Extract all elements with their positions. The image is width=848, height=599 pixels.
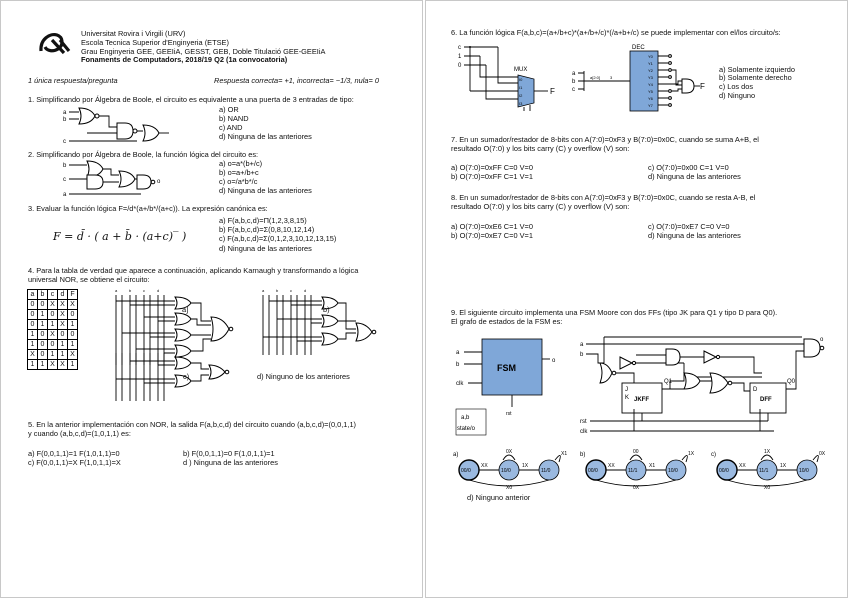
graph-a-e3: X1 bbox=[561, 451, 568, 457]
cell: 0 bbox=[28, 300, 38, 310]
q8-option-d[interactable]: d) Ninguna de las anteriores bbox=[648, 231, 741, 240]
cell: 0 bbox=[28, 320, 38, 330]
q1-circuit bbox=[61, 105, 171, 147]
cell: X bbox=[28, 350, 38, 360]
fsm-rst: rst bbox=[506, 411, 512, 417]
graph-c-e0: XX bbox=[739, 463, 746, 469]
q4-circuit-c bbox=[111, 353, 241, 405]
cell: 0 bbox=[68, 330, 78, 340]
bus-a: a bbox=[262, 288, 265, 293]
q5-option-a[interactable]: a) F(0,0,1,1)=1 F(1,0,1,1)=0 bbox=[28, 449, 120, 458]
q1-option-a[interactable]: a) OR bbox=[219, 105, 239, 114]
cell: X bbox=[58, 300, 68, 310]
graph-b-s1: 11/1 bbox=[628, 468, 638, 474]
cell: X bbox=[58, 320, 68, 330]
fsm-out-o: o bbox=[552, 358, 556, 364]
header-course: Fonaments de Computadors, 2018/19 Q2 (1a convocatoria) bbox=[81, 55, 288, 64]
q1-option-b[interactable]: b) NAND bbox=[219, 114, 249, 123]
th: c bbox=[48, 290, 58, 300]
q6-option-b[interactable]: b) Solamente derecho bbox=[719, 73, 792, 82]
cell: 0 bbox=[28, 310, 38, 320]
fsm-in-clk: clk bbox=[456, 381, 464, 387]
q2-circuit bbox=[61, 159, 171, 199]
header-university: Universitat Rovira i Virgili (URV) bbox=[81, 29, 186, 38]
mux-out-f: F bbox=[550, 87, 555, 96]
legend-inputs: a,b bbox=[461, 415, 470, 421]
dec-y2: Y2 bbox=[648, 68, 653, 73]
cell: 1 bbox=[68, 320, 78, 330]
dec-out-f: F bbox=[700, 82, 705, 91]
bus-a: a bbox=[115, 288, 118, 293]
q5-text-2: y cuando (a,b,c,d)=(1,0,1,1) es: bbox=[28, 429, 131, 438]
circ-in-a: a bbox=[580, 342, 584, 348]
q6-option-c[interactable]: c) Los dos bbox=[719, 82, 754, 91]
cell: 0 bbox=[38, 330, 48, 340]
q4-label-a[interactable]: a] bbox=[182, 305, 189, 314]
cell: 0 bbox=[38, 300, 48, 310]
cell: 1 bbox=[58, 350, 68, 360]
bus-b: b bbox=[276, 288, 279, 293]
q6-decoder-circuit bbox=[568, 41, 708, 113]
graph-b-s0: 00/0 bbox=[588, 468, 598, 474]
jk-j-pin: J bbox=[625, 387, 628, 393]
dec-in-a: a bbox=[572, 71, 576, 77]
q8-option-b[interactable]: b) O(7:0)=0xE7 C=0 V=1 bbox=[451, 231, 533, 240]
mux-in-c: c bbox=[458, 45, 461, 51]
q7-option-d[interactable]: d) Ninguna de las anteriores bbox=[648, 172, 741, 181]
q4-label-b[interactable]: b) bbox=[323, 305, 330, 314]
graph-b-e4: 0X bbox=[633, 485, 640, 490]
circ-out-o: o bbox=[820, 337, 824, 343]
q8-text-2: resultado O(7:0) y los bits carry (C) y overflow (V) son: bbox=[451, 202, 630, 211]
cell: 0 bbox=[38, 350, 48, 360]
q3-option-b[interactable]: b) F(a,b,c,d)=Σ(0,8,10,12,14) bbox=[219, 225, 315, 234]
graph-c-s2: 10/0 bbox=[799, 468, 809, 474]
q5-option-b[interactable]: b) F(0,0,1,1)=0 F(1,0,1,1)=1 bbox=[183, 449, 275, 458]
q4-label-d[interactable]: d) Ninguno de los anteriores bbox=[257, 372, 350, 381]
q2-out-o: o bbox=[157, 179, 161, 185]
q9-graph-b bbox=[578, 448, 700, 490]
q2-in-c: c bbox=[63, 177, 66, 183]
dec-y3: Y3 bbox=[648, 75, 653, 80]
q9-graph-c bbox=[709, 448, 831, 490]
q7-option-b[interactable]: b) O(7:0)=0xFF C=1 V=1 bbox=[451, 172, 533, 181]
graph-c-e1: 1X bbox=[764, 449, 771, 455]
graph-a-s1: 10/0 bbox=[501, 468, 511, 474]
mux-in-0: 0 bbox=[458, 63, 462, 69]
q1-text: 1. Simplificando por Álgebra de Boole, el circuito es equivalente a una puerta de 3 entradas de tipo: bbox=[28, 95, 354, 104]
cell: 0 bbox=[68, 310, 78, 320]
graph-a-e0: XX bbox=[481, 463, 488, 469]
q1-in-a: a bbox=[63, 110, 67, 116]
q7-text-1: 7. En un sumador/restador de 8-bits con A(7:0)=0xF3 y B(7:0)=0x0C, cuando se suma A+B, el bbox=[451, 135, 759, 144]
q6-option-d[interactable]: d) Ninguno bbox=[719, 91, 756, 100]
q2-option-d[interactable]: d) Ninguna de las anteriores bbox=[219, 186, 312, 195]
cell: 1 bbox=[38, 320, 48, 330]
graph-a-e1: 0X bbox=[506, 449, 513, 455]
graph-c-e4: X0 bbox=[764, 485, 771, 490]
cell: 0 bbox=[38, 340, 48, 350]
mux-pin-i3: I3 bbox=[519, 101, 523, 106]
q5-option-c[interactable]: c) F(0,0,1,1)=X F(1,0,1,1)=X bbox=[28, 458, 121, 467]
graph-c-e3: 0X bbox=[819, 451, 826, 457]
dec-in-b: b bbox=[572, 79, 576, 85]
q7-text-2: resultado O(7:0) y los bits carry (C) y overflow (V) son: bbox=[451, 144, 630, 153]
table-row bbox=[28, 330, 78, 340]
header-degree: Grau Enginyeria GEE, GEEIiA, GESST, GEB, Doble Titulació GEE-GEEIiA bbox=[81, 47, 326, 56]
graph-b-s2: 10/0 bbox=[668, 468, 678, 474]
bus-c: c bbox=[290, 288, 292, 293]
q1-option-c[interactable]: c) AND bbox=[219, 123, 243, 132]
dec-y4: Y4 bbox=[648, 82, 653, 87]
graph-c-label: c) bbox=[711, 452, 716, 458]
jk-k-pin: K bbox=[625, 395, 630, 401]
q1-in-c: c bbox=[63, 139, 66, 145]
q9-text-2: El grafo de estados de la FSM es: bbox=[451, 317, 563, 326]
graph-a-label: a) bbox=[453, 452, 459, 458]
cell: X bbox=[58, 360, 68, 370]
dec-bus-width: 3 bbox=[610, 75, 613, 80]
mux-pin-i2: I2 bbox=[519, 93, 523, 98]
d-ff-label: DFF bbox=[760, 397, 772, 403]
q2-option-b[interactable]: b) o=a+/b+c bbox=[219, 168, 259, 177]
q8-text-1: 8. En un sumador/restador de 8-bits con A(7:0)=0xF3 y B(7:0)=0x0C, cuando se resta A-B, el bbox=[451, 193, 756, 202]
dec-y6: Y6 bbox=[648, 96, 653, 101]
cell: X bbox=[58, 310, 68, 320]
dec-y5: Y5 bbox=[648, 89, 653, 94]
th: b bbox=[38, 290, 48, 300]
q3-option-c[interactable]: c) F(a,b,c,d)=Σ(0,1,2,3,10,12,13,15) bbox=[219, 234, 337, 243]
q7-option-c[interactable]: c) O(7:0)=0x00 C=1 V=0 bbox=[648, 163, 729, 172]
q6-option-a[interactable]: a) Solamente izquierdo bbox=[719, 65, 796, 74]
mux-pin-i1: I1 bbox=[519, 85, 523, 90]
q4-truth-table bbox=[27, 289, 78, 370]
q3-option-a[interactable]: a) F(a,b,c,d)=Π(1,2,3,8,15) bbox=[219, 216, 307, 225]
q2-option-c[interactable]: c) o=/a*b*/c bbox=[219, 177, 258, 186]
q9-option-d[interactable]: d) Ninguno anterior bbox=[467, 493, 531, 502]
graph-c-s1: 11/1 bbox=[759, 468, 769, 474]
graph-b-e0: XX bbox=[608, 463, 615, 469]
bus-d: d bbox=[304, 288, 307, 293]
q9-circuit bbox=[574, 333, 829, 439]
table-row bbox=[28, 340, 78, 350]
header-school: Escola Tecnica Superior d'Enginyeria (ETSE) bbox=[81, 38, 229, 47]
cell: 1 bbox=[48, 320, 58, 330]
th: F bbox=[68, 290, 78, 300]
jk-ff-label: JKFF bbox=[634, 397, 649, 403]
urv-logo bbox=[38, 31, 72, 55]
q2-in-b: b bbox=[63, 163, 67, 169]
d-q0-label: Q0 bbox=[787, 379, 796, 385]
dec-bus-label: a[2:0] bbox=[590, 75, 601, 80]
cell: 1 bbox=[48, 350, 58, 360]
mux-pin-i0: I0 bbox=[519, 77, 523, 82]
dec-label: DEC bbox=[632, 45, 645, 51]
fsm-in-b: b bbox=[456, 362, 460, 368]
cell: X bbox=[48, 330, 58, 340]
q4-text-1: 4. Para la tabla de verdad que aparece a continuación, aplicando Karnaugh y transformando a lógica bbox=[28, 266, 359, 275]
cell: X bbox=[48, 360, 58, 370]
exam-page-right bbox=[425, 0, 848, 598]
q9-text-1: 9. El siguiente circuito implementa una FSM Moore con dos FFs (tipo JK para Q1 y tipo D para Q0). bbox=[451, 308, 778, 317]
q6-text: 6. La función lógica F(a,b,c)=(a+/b+c)*(a+/b+/c)*(/a+b+/c) se puede implementar con el/los circuito/s: bbox=[451, 28, 781, 37]
rule-answer: 1 única respuesta/pregunta bbox=[28, 76, 118, 85]
table-row bbox=[28, 320, 78, 330]
q2-text: 2. Simplificando por Álgebra de Boole, la función lógica del circuito es: bbox=[28, 150, 259, 159]
legend-state: state/o bbox=[457, 426, 476, 432]
q4-text-2: universal NOR, se obtiene el circuito: bbox=[28, 275, 150, 284]
circ-in-b: b bbox=[580, 352, 584, 358]
q1-in-b: b bbox=[63, 117, 67, 123]
q9-graph-a bbox=[451, 448, 573, 490]
q4-circuit-b bbox=[258, 287, 383, 357]
cell: 1 bbox=[28, 340, 38, 350]
q9-fsm-block bbox=[454, 333, 564, 441]
d-pin: D bbox=[753, 387, 758, 393]
cell: 1 bbox=[68, 340, 78, 350]
cell: X bbox=[48, 300, 58, 310]
graph-b-e3: 1X bbox=[688, 451, 695, 457]
q5-text-1: 5. En la anterior implementación con NOR, la salida F(a,b,c,d) del circuito cuando (a,b,c,d)=(0,0,1,1) bbox=[28, 420, 357, 429]
rule-scoring: Respuesta correcta= +1, incorrecta= −1/3, nula= 0 bbox=[214, 76, 379, 85]
cell: 1 bbox=[58, 340, 68, 350]
dec-y7: Y7 bbox=[648, 103, 653, 108]
bus-b: b bbox=[129, 288, 132, 293]
fsm-label: FSM bbox=[497, 363, 516, 373]
cell: 1 bbox=[28, 360, 38, 370]
graph-c-e2: 1X bbox=[780, 463, 787, 469]
bus-c: c bbox=[143, 288, 145, 293]
bus-d: d bbox=[157, 288, 160, 293]
circ-clk: clk bbox=[580, 429, 588, 435]
cell: 1 bbox=[68, 360, 78, 370]
circ-rst: rst bbox=[580, 419, 587, 425]
q3-equation: F = d̄ · ( a + b̄ · (a+c)‾ ) bbox=[53, 230, 187, 243]
graph-a-s2: 11/0 bbox=[541, 468, 551, 474]
q8-option-a[interactable]: a) O(7:0)=0xE6 C=1 V=0 bbox=[451, 222, 533, 231]
fsm-in-a: a bbox=[456, 350, 460, 356]
graph-c-s0: 00/0 bbox=[719, 468, 729, 474]
cell: 1 bbox=[28, 330, 38, 340]
cell: 0 bbox=[48, 340, 58, 350]
table-row bbox=[28, 310, 78, 320]
graph-b-e2: X1 bbox=[649, 463, 656, 469]
dec-in-c: c bbox=[572, 87, 575, 93]
graph-a-e4: X0 bbox=[506, 485, 513, 490]
table-row bbox=[28, 300, 78, 310]
cell: 0 bbox=[58, 330, 68, 340]
graph-b-label: b) bbox=[580, 452, 586, 458]
q2-in-a: a bbox=[63, 192, 67, 198]
jk-q1-label: Q1 bbox=[664, 379, 673, 385]
mux-in-1: 1 bbox=[458, 54, 462, 60]
cell: 1 bbox=[38, 360, 48, 370]
dec-y0: Y0 bbox=[648, 54, 653, 59]
exam-page-left bbox=[0, 0, 423, 598]
cell: X bbox=[68, 300, 78, 310]
q7-option-a[interactable]: a) O(7:0)=0xFF C=0 V=0 bbox=[451, 163, 533, 172]
q4-label-c[interactable]: c) bbox=[183, 372, 190, 381]
q6-mux-circuit bbox=[454, 39, 564, 111]
graph-a-e2: 1X bbox=[522, 463, 529, 469]
dec-y1: Y1 bbox=[648, 61, 653, 66]
cell: X bbox=[68, 350, 78, 360]
q1-option-d[interactable]: d) Ninguna de las anteriores bbox=[219, 132, 312, 141]
th: d bbox=[58, 290, 68, 300]
q5-option-d[interactable]: d ) Ninguna de las anteriores bbox=[183, 458, 278, 467]
q8-option-c[interactable]: c) O(7:0)=0xE7 C=0 V=0 bbox=[648, 222, 730, 231]
graph-b-e1: 00 bbox=[633, 449, 639, 455]
cell: 1 bbox=[38, 310, 48, 320]
q3-option-d[interactable]: d) Ninguna de las anteriores bbox=[219, 244, 312, 253]
q2-option-a[interactable]: a) o=a*(b+/c) bbox=[219, 159, 263, 168]
graph-a-s0: 00/0 bbox=[461, 468, 471, 474]
cell: 0 bbox=[48, 310, 58, 320]
table-row bbox=[28, 350, 78, 360]
table-row bbox=[28, 360, 78, 370]
truth-table-head bbox=[28, 290, 78, 300]
mux-label: MUX bbox=[514, 67, 528, 73]
th: a bbox=[28, 290, 38, 300]
q3-text: 3. Evaluar la función lógica F=/d*(a+/b*/(a+c)). La expresión canónica es: bbox=[28, 204, 268, 213]
